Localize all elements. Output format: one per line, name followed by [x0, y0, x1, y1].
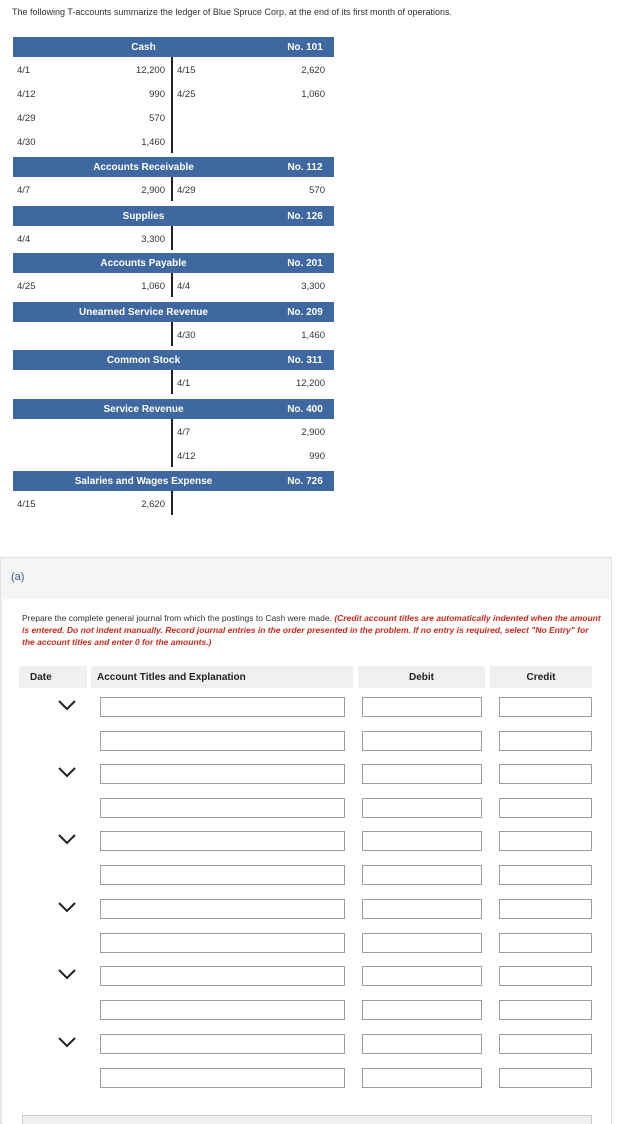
right-amount: 12,200: [295, 378, 325, 389]
account-title-input[interactable]: [100, 865, 345, 885]
chevron-down-icon: [57, 698, 77, 716]
instructions: [22, 612, 602, 648]
next-section-bar: [22, 1115, 592, 1124]
right-amount: 2,900: [301, 427, 325, 438]
credit-input[interactable]: [499, 798, 592, 818]
debit-input[interactable]: [362, 899, 482, 919]
account-title: Service Revenue: [103, 403, 184, 415]
debit-input[interactable]: [362, 966, 482, 986]
left-amount: 570: [149, 113, 165, 124]
credit-input[interactable]: [499, 966, 592, 986]
debit-input[interactable]: [362, 1068, 482, 1088]
right-date: 4/1: [177, 378, 191, 389]
instructions-plain: Prepare the complete general journal from which the postings to Cash were made.: [22, 613, 335, 623]
left-date: 4/30: [17, 137, 36, 148]
credit-input[interactable]: [499, 764, 592, 784]
left-amount: 1,060: [141, 281, 165, 292]
date-select[interactable]: [26, 831, 85, 851]
date-select[interactable]: [26, 697, 85, 717]
account-number: No. 126: [287, 210, 323, 222]
debit-column-header: Debit: [358, 666, 485, 688]
debit-input[interactable]: [362, 1034, 482, 1054]
account-title-input[interactable]: [100, 697, 345, 717]
account-title-input[interactable]: [100, 1000, 345, 1020]
t-account-divider: [171, 491, 173, 515]
account-number: No. 311: [287, 354, 323, 366]
right-amount: 570: [309, 185, 325, 196]
left-amount: 1,460: [141, 137, 165, 148]
right-amount: 2,620: [301, 65, 325, 76]
right-date: 4/15: [177, 65, 196, 76]
instructions-note: (Credit account titles are automatically indented when the amount is entered. Do not indent manually. Record journal entries in the order presented in the problem. If no entry is required, select "No Entry" for the account titles and enter 0 for the amounts.): [22, 613, 601, 647]
left-amount: 3,300: [141, 234, 165, 245]
chevron-down-icon: [57, 832, 77, 850]
left-amount: 2,620: [141, 499, 165, 510]
date-column-header: Date: [19, 666, 87, 688]
t-account-divider: [171, 226, 173, 250]
left-date: 4/25: [17, 281, 36, 292]
right-amount: 3,300: [301, 281, 325, 292]
account-title-input[interactable]: [100, 798, 345, 818]
date-select[interactable]: [26, 966, 85, 986]
t-account-divider: [171, 177, 173, 201]
debit-input[interactable]: [362, 697, 482, 717]
right-amount: 990: [309, 451, 325, 462]
account-title: Supplies: [122, 210, 165, 222]
debit-input[interactable]: [362, 764, 482, 784]
credit-input[interactable]: [499, 865, 592, 885]
account-title-input[interactable]: [100, 933, 345, 953]
account-number: No. 112: [287, 161, 323, 173]
credit-input[interactable]: [499, 831, 592, 851]
debit-input[interactable]: [362, 933, 482, 953]
right-amount: 1,060: [301, 89, 325, 100]
left-date: 4/1: [17, 65, 31, 76]
account-number: No. 209: [287, 306, 323, 318]
chevron-down-icon: [57, 900, 77, 918]
intro-text: The following T-accounts summarize the ledger of Blue Spruce Corp. at the end of its first month of operations.: [12, 7, 453, 17]
credit-column-header: Credit: [490, 666, 592, 688]
chevron-down-icon: [57, 765, 77, 783]
chevron-down-icon: [57, 1035, 77, 1053]
t-account-divider: [171, 370, 173, 394]
account-title-input[interactable]: [100, 731, 345, 751]
t-account-divider: [171, 419, 173, 467]
account-title: Salaries and Wages Expense: [74, 475, 213, 487]
account-title-input[interactable]: [100, 831, 345, 851]
account-title-input[interactable]: [100, 899, 345, 919]
left-date: 4/12: [17, 89, 36, 100]
left-date: 4/7: [17, 185, 31, 196]
date-select[interactable]: [26, 899, 85, 919]
debit-input[interactable]: [362, 831, 482, 851]
right-date: 4/7: [177, 427, 191, 438]
credit-input[interactable]: [499, 933, 592, 953]
account-number: No. 201: [287, 257, 323, 269]
credit-input[interactable]: [499, 899, 592, 919]
account-title: Common Stock: [106, 354, 181, 366]
left-date: 4/4: [17, 234, 31, 245]
left-amount: 2,900: [141, 185, 165, 196]
part-label: (a): [11, 571, 25, 583]
credit-input[interactable]: [499, 1000, 592, 1020]
debit-input[interactable]: [362, 731, 482, 751]
credit-input[interactable]: [499, 1068, 592, 1088]
left-date: 4/15: [17, 499, 36, 510]
credit-input[interactable]: [499, 1034, 592, 1054]
left-amount: 12,200: [135, 65, 165, 76]
date-select[interactable]: [26, 1034, 85, 1054]
chevron-down-icon: [57, 967, 77, 985]
left-date: 4/29: [17, 113, 36, 124]
right-date: 4/12: [177, 451, 196, 462]
debit-input[interactable]: [362, 865, 482, 885]
account-title-input[interactable]: [100, 966, 345, 986]
date-select[interactable]: [26, 764, 85, 784]
account-title: Cash: [131, 41, 156, 53]
t-account-divider: [171, 57, 173, 153]
account-title: Accounts Receivable: [93, 161, 194, 173]
right-date: 4/4: [177, 281, 191, 292]
account-number: No. 400: [287, 403, 323, 415]
right-date: 4/29: [177, 185, 196, 196]
debit-input[interactable]: [362, 798, 482, 818]
debit-input[interactable]: [362, 1000, 482, 1020]
account-title-input[interactable]: [100, 764, 345, 784]
credit-input[interactable]: [499, 697, 592, 717]
account-title: Unearned Service Revenue: [79, 306, 208, 318]
right-date: 4/25: [177, 89, 196, 100]
account-number: No. 101: [287, 41, 323, 53]
account-title-input[interactable]: [100, 1068, 345, 1088]
account-title-input[interactable]: [100, 1034, 345, 1054]
account-number: No. 726: [287, 475, 323, 487]
credit-input[interactable]: [499, 731, 592, 751]
left-amount: 990: [149, 89, 165, 100]
t-account-divider: [171, 322, 173, 346]
account-column-header: Account Titles and Explanation: [91, 666, 353, 688]
t-account-divider: [171, 273, 173, 297]
right-amount: 1,460: [301, 330, 325, 341]
right-date: 4/30: [177, 330, 196, 341]
account-title: Accounts Payable: [100, 257, 187, 269]
